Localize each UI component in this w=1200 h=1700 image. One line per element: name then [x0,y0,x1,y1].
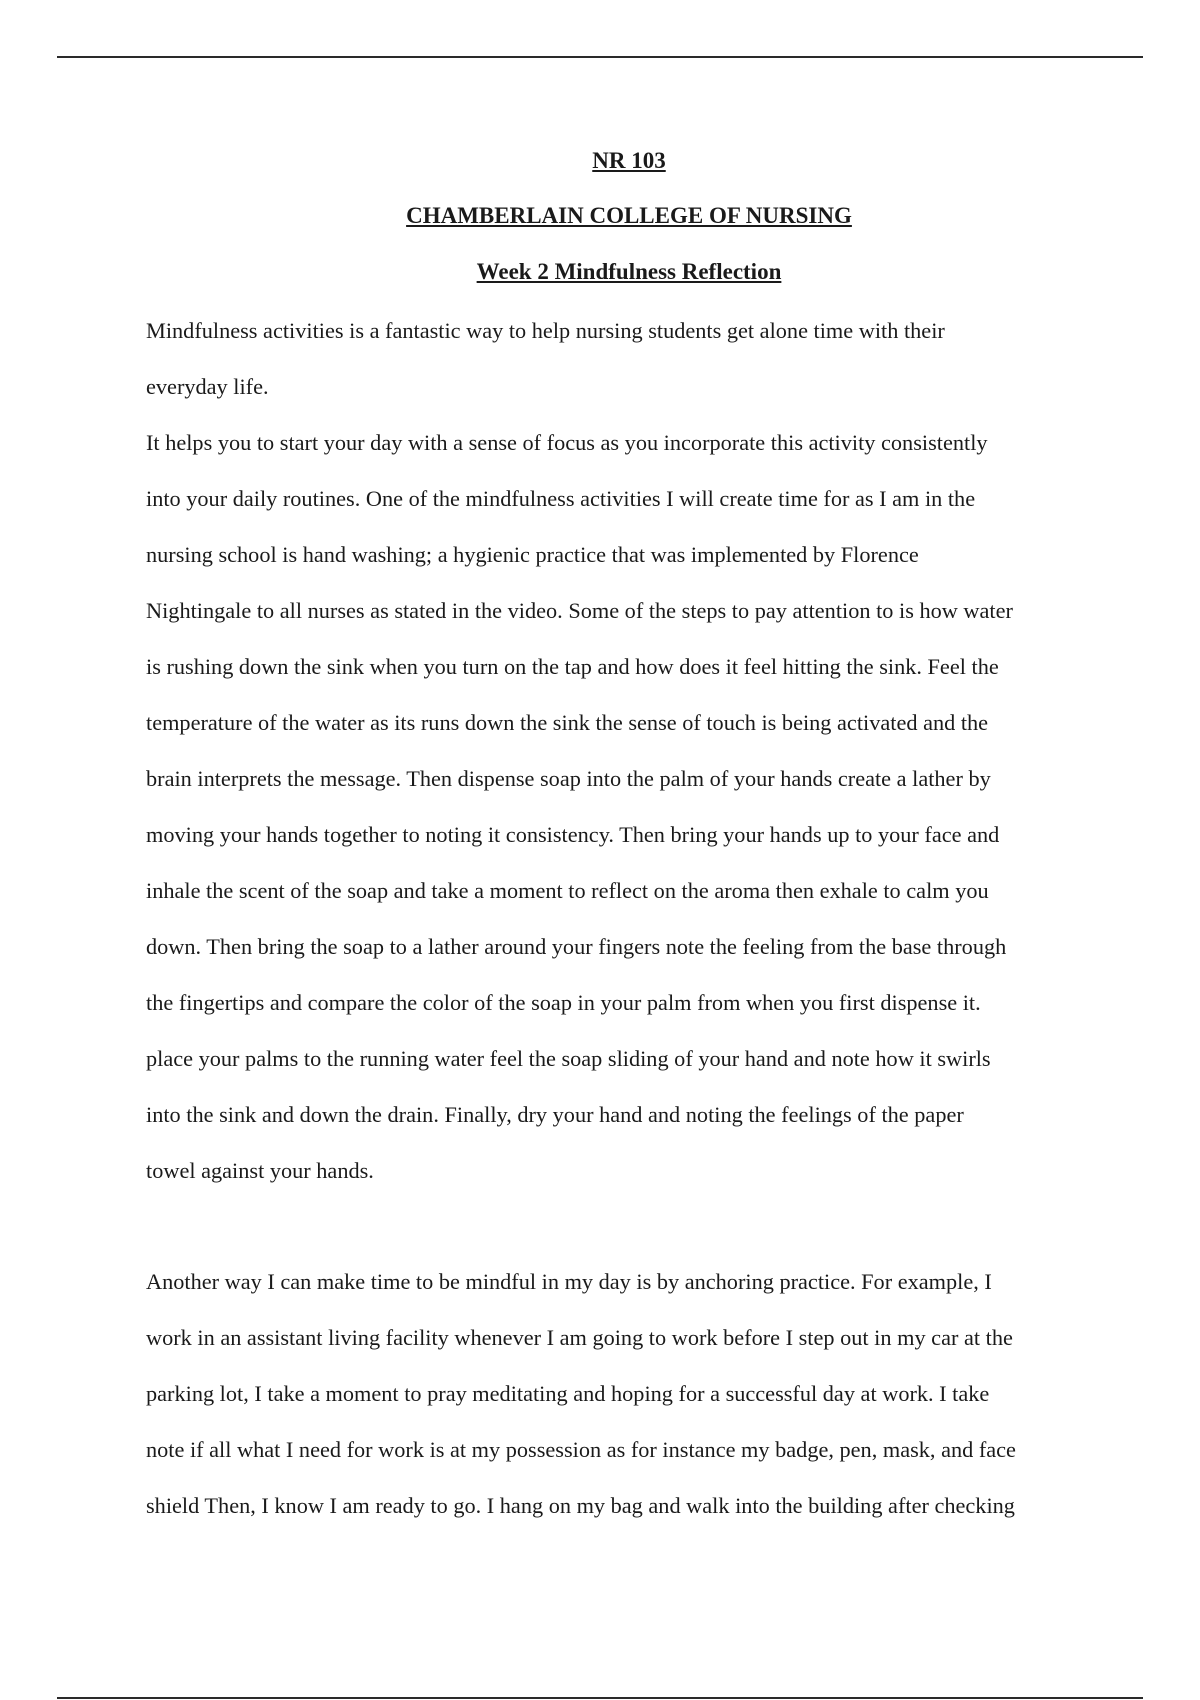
paragraph-line: Another way I can make time to be mindful in my day is by anchoring practice. For example, I [146,1269,992,1294]
paragraph-line: note if all what I need for work is at my possession as for instance my badge, pen, mask, and face [146,1437,1016,1462]
paragraph-line: moving your hands together to noting it consistency. Then bring your hands up to your face and [146,822,1000,847]
paragraph-line: place your palms to the running water feel the soap sliding of your hand and note how it swirls [146,1046,991,1071]
paragraph-line: shield Then, I know I am ready to go. I hang on my bag and walk into the building after checking [146,1493,1015,1518]
top-page-rule [57,56,1143,58]
paragraph-line: parking lot, I take a moment to pray meditating and hoping for a successful day at work. I take [146,1381,990,1406]
paragraph-anchoring [146,1254,1096,1534]
paragraph-line: down. Then bring the soap to a lather around your fingers note the feeling from the base through [146,934,1007,959]
paragraph-line: towel against your hands. [146,1158,374,1183]
paragraph-line: temperature of the water as its runs down the sink the sense of touch is being activated and the [146,710,989,735]
paragraph-line: into the sink and down the drain. Finally, dry your hand and noting the feelings of the paper [146,1102,964,1127]
paragraph-line: It helps you to start your day with a sense of focus as you incorporate this activity consistently [146,430,988,455]
paragraph-line: nursing school is hand washing; a hygienic practice that was implemented by Florence [146,542,919,567]
assignment-title-heading: Week 2 Mindfulness Reflection [476,259,782,284]
paragraph-line: inhale the scent of the soap and take a moment to reflect on the aroma then exhale to calm you [146,878,989,903]
institution-heading: CHAMBERLAIN COLLEGE OF NURSING [406,203,852,228]
paragraph-line: Mindfulness activities is a fantastic way to help nursing students get alone time with their [146,318,945,343]
bottom-page-rule [57,1697,1143,1699]
paragraph-line: work in an assistant living facility whenever I am going to work before I step out in my car at the [146,1325,1013,1350]
paragraph-line: Nightingale to all nurses as stated in the video. Some of the steps to pay attention to is how water [146,598,1013,623]
paragraph-intro [146,303,1096,415]
paragraph-line: everyday life. [146,374,269,399]
paragraph-line: into your daily routines. One of the mindfulness activities I will create time for as I am in the [146,486,976,511]
course-code-heading: NR 103 [592,148,666,173]
paragraph-line: the fingertips and compare the color of the soap in your palm from when you first dispense it. [146,990,981,1015]
paragraph-handwashing [146,415,1096,1199]
paragraph-line: brain interprets the message. Then dispense soap into the palm of your hands create a lather by [146,766,991,791]
paragraph-line: is rushing down the sink when you turn on the tap and how does it feel hitting the sink. Feel the [146,654,999,679]
